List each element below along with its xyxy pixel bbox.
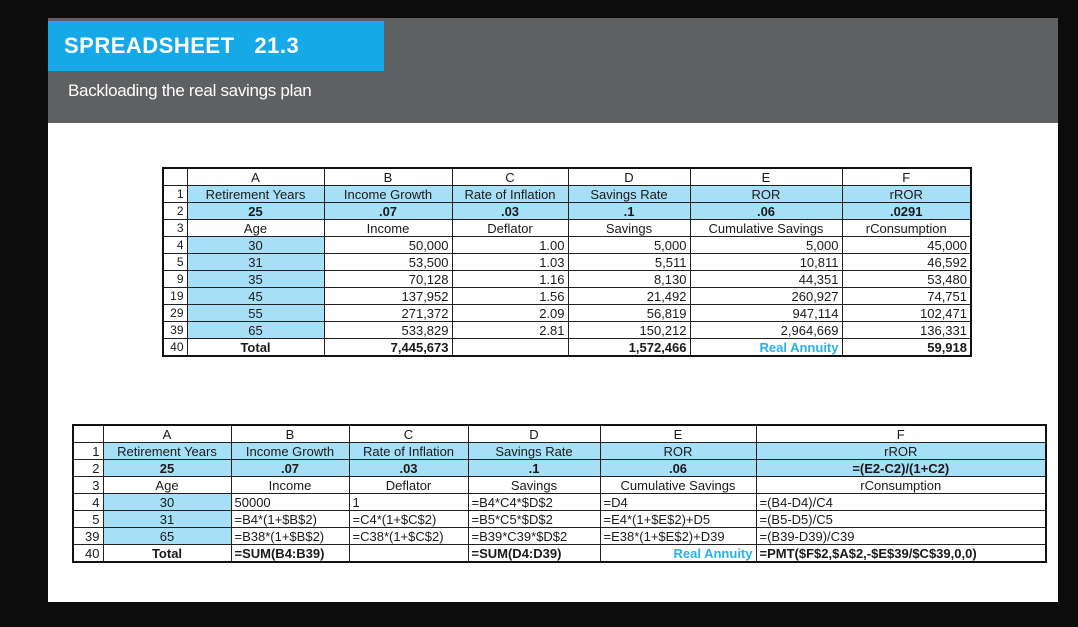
header-cell: Income Growth xyxy=(231,443,349,460)
row-number: 1 xyxy=(73,443,103,460)
value-cell: 2.81 xyxy=(452,322,568,339)
row-number: 9 xyxy=(163,271,187,288)
formula-cell: =B39*C39*$D$2 xyxy=(468,528,600,545)
age-cell: 65 xyxy=(103,528,231,545)
param-cell: 25 xyxy=(103,460,231,477)
row-number: 3 xyxy=(73,477,103,494)
formula-cell: =D4 xyxy=(600,494,756,511)
formula-cell: =SUM(D4:D39) xyxy=(468,545,600,563)
age-cell: 45 xyxy=(187,288,324,305)
column-letter: C xyxy=(349,425,468,443)
empty-cell xyxy=(349,545,468,563)
column-letter: B xyxy=(231,425,349,443)
table-row xyxy=(163,288,971,305)
total-row xyxy=(163,339,971,357)
formula-cell: 50000 xyxy=(231,494,349,511)
column-letter: D xyxy=(468,425,600,443)
figure-header xyxy=(48,18,1058,123)
row-number: 39 xyxy=(163,322,187,339)
value-cell: 21,492 xyxy=(568,288,690,305)
label-cell: Deflator xyxy=(349,477,468,494)
column-letter: F xyxy=(842,168,971,186)
param-cell: =(E2-C2)/(1+C2) xyxy=(756,460,1046,477)
label-cell: Age xyxy=(187,220,324,237)
real-annuity-label: Real Annuity xyxy=(690,339,842,357)
table-row xyxy=(163,186,971,203)
row-number: 5 xyxy=(73,511,103,528)
header-cell: Rate of Inflation xyxy=(452,186,568,203)
formulas-table xyxy=(72,424,1047,563)
column-letter: C xyxy=(452,168,568,186)
value-cell: 44,351 xyxy=(690,271,842,288)
header-cell: Income Growth xyxy=(324,186,452,203)
column-letters-row xyxy=(73,425,1046,443)
age-cell: 31 xyxy=(103,511,231,528)
label-cell: rConsumption xyxy=(842,220,971,237)
header-cell: Savings Rate xyxy=(468,443,600,460)
formula-cell: =B4*(1+$B$2) xyxy=(231,511,349,528)
empty-cell xyxy=(452,339,568,357)
row-number: 5 xyxy=(163,254,187,271)
row-number: 3 xyxy=(163,220,187,237)
value-cell: 10,811 xyxy=(690,254,842,271)
header-cell: rROR xyxy=(842,186,971,203)
param-cell: .07 xyxy=(231,460,349,477)
total-label: Total xyxy=(103,545,231,563)
value-cell: 5,511 xyxy=(568,254,690,271)
total-value: 7,445,673 xyxy=(324,339,452,357)
column-letter: F xyxy=(756,425,1046,443)
figure-subtitle: Backloading the real savings plan xyxy=(68,81,312,100)
spreadsheet-figure xyxy=(48,18,1058,602)
header-cell: Savings Rate xyxy=(568,186,690,203)
formula-cell: =E38*(1+$E$2)+D39 xyxy=(600,528,756,545)
row-number: 40 xyxy=(163,339,187,357)
header-cell: Retirement Years xyxy=(103,443,231,460)
value-cell: 137,952 xyxy=(324,288,452,305)
age-cell: 31 xyxy=(187,254,324,271)
row-number: 40 xyxy=(73,545,103,563)
label-cell: Savings xyxy=(568,220,690,237)
table-row xyxy=(163,305,971,322)
formula-cell: =C38*(1+$C$2) xyxy=(349,528,468,545)
param-cell: .1 xyxy=(468,460,600,477)
table-row xyxy=(163,254,971,271)
row-number: 19 xyxy=(163,288,187,305)
age-cell: 30 xyxy=(187,237,324,254)
header-cell: rROR xyxy=(756,443,1046,460)
value-cell: 53,480 xyxy=(842,271,971,288)
value-cell: 1.56 xyxy=(452,288,568,305)
value-cell: 70,128 xyxy=(324,271,452,288)
value-cell: 136,331 xyxy=(842,322,971,339)
value-cell: 102,471 xyxy=(842,305,971,322)
formula-cell: =B5*C5*$D$2 xyxy=(468,511,600,528)
total-value: 1,572,466 xyxy=(568,339,690,357)
row-number: 2 xyxy=(163,203,187,220)
table-row xyxy=(73,528,1046,545)
table-row xyxy=(73,494,1046,511)
value-cell: 1.03 xyxy=(452,254,568,271)
label-cell: rConsumption xyxy=(756,477,1046,494)
table-row xyxy=(163,322,971,339)
param-cell: .03 xyxy=(452,203,568,220)
formula-cell: 1 xyxy=(349,494,468,511)
formula-cell: =B38*(1+$B$2) xyxy=(231,528,349,545)
table-row xyxy=(73,443,1046,460)
age-cell: 30 xyxy=(103,494,231,511)
formula-cell: =SUM(B4:B39) xyxy=(231,545,349,563)
param-cell: .06 xyxy=(690,203,842,220)
column-letter: B xyxy=(324,168,452,186)
param-cell: .06 xyxy=(600,460,756,477)
param-cell: 25 xyxy=(187,203,324,220)
value-cell: 45,000 xyxy=(842,237,971,254)
label-cell: Age xyxy=(103,477,231,494)
pmt-formula-cell: =PMT($F$2,$A$2,-$E$39/$C$39,0,0) xyxy=(756,545,1046,563)
total-row xyxy=(73,545,1046,563)
formula-cell: =E4*(1+$E$2)+D5 xyxy=(600,511,756,528)
row-number: 4 xyxy=(73,494,103,511)
value-cell: 5,000 xyxy=(690,237,842,254)
table-row xyxy=(73,460,1046,477)
column-letter: A xyxy=(103,425,231,443)
table-row xyxy=(163,237,971,254)
value-cell: 2.09 xyxy=(452,305,568,322)
age-cell: 55 xyxy=(187,305,324,322)
value-cell: 271,372 xyxy=(324,305,452,322)
row-number: 29 xyxy=(163,305,187,322)
table-row xyxy=(73,477,1046,494)
column-letters-row xyxy=(163,168,971,186)
row-number: 39 xyxy=(73,528,103,545)
column-letter: D xyxy=(568,168,690,186)
column-letter: A xyxy=(187,168,324,186)
corner-cell xyxy=(163,168,187,186)
table-row xyxy=(163,203,971,220)
value-cell: 1.00 xyxy=(452,237,568,254)
formula-cell: =(B4-D4)/C4 xyxy=(756,494,1046,511)
formula-cell: =(B39-D39)/C39 xyxy=(756,528,1046,545)
age-cell: 35 xyxy=(187,271,324,288)
total-label: Total xyxy=(187,339,324,357)
column-letter: E xyxy=(690,168,842,186)
header-cell: ROR xyxy=(600,443,756,460)
value-cell: 533,829 xyxy=(324,322,452,339)
real-annuity-label: Real Annuity xyxy=(600,545,756,563)
header-cell: Rate of Inflation xyxy=(349,443,468,460)
value-cell: 947,114 xyxy=(690,305,842,322)
value-cell: 1.16 xyxy=(452,271,568,288)
corner-cell xyxy=(73,425,103,443)
value-cell: 2,964,669 xyxy=(690,322,842,339)
value-cell: 150,212 xyxy=(568,322,690,339)
value-cell: 74,751 xyxy=(842,288,971,305)
column-letter: E xyxy=(600,425,756,443)
values-table xyxy=(162,167,972,357)
row-number: 4 xyxy=(163,237,187,254)
formula-cell: =(B5-D5)/C5 xyxy=(756,511,1046,528)
figure-title: SPREADSHEET 21.3 xyxy=(48,21,384,71)
formula-cell: =B4*C4*$D$2 xyxy=(468,494,600,511)
param-cell: .03 xyxy=(349,460,468,477)
value-cell: 53,500 xyxy=(324,254,452,271)
label-cell: Income xyxy=(324,220,452,237)
row-number: 2 xyxy=(73,460,103,477)
label-cell: Deflator xyxy=(452,220,568,237)
value-cell: 260,927 xyxy=(690,288,842,305)
value-cell: 56,819 xyxy=(568,305,690,322)
param-cell: .07 xyxy=(324,203,452,220)
value-cell: 50,000 xyxy=(324,237,452,254)
label-cell: Income xyxy=(231,477,349,494)
age-cell: 65 xyxy=(187,322,324,339)
table-row xyxy=(163,220,971,237)
label-cell: Savings xyxy=(468,477,600,494)
table-row xyxy=(73,511,1046,528)
formula-cell: =C4*(1+$C$2) xyxy=(349,511,468,528)
table-row xyxy=(163,271,971,288)
header-cell: ROR xyxy=(690,186,842,203)
header-cell: Retirement Years xyxy=(187,186,324,203)
param-cell: .1 xyxy=(568,203,690,220)
label-cell: Cumulative Savings xyxy=(690,220,842,237)
real-annuity-value: 59,918 xyxy=(842,339,971,357)
row-number: 1 xyxy=(163,186,187,203)
value-cell: 46,592 xyxy=(842,254,971,271)
value-cell: 8,130 xyxy=(568,271,690,288)
value-cell: 5,000 xyxy=(568,237,690,254)
param-cell: .0291 xyxy=(842,203,971,220)
label-cell: Cumulative Savings xyxy=(600,477,756,494)
